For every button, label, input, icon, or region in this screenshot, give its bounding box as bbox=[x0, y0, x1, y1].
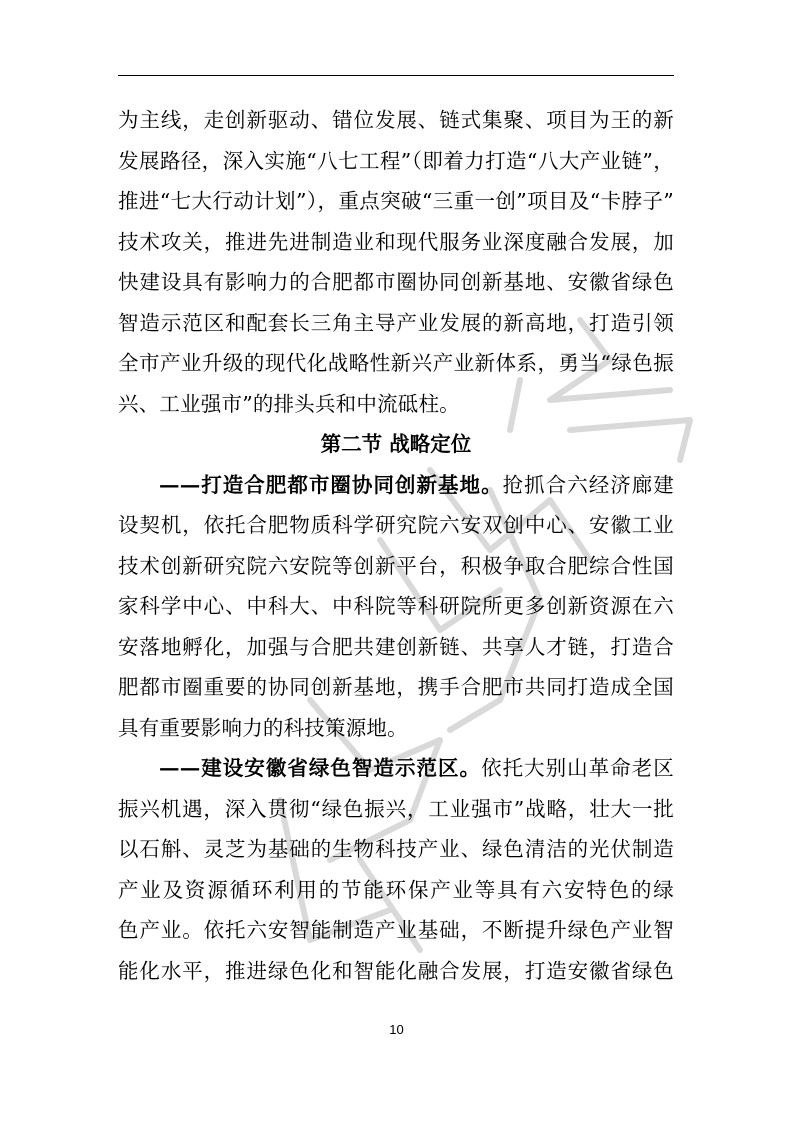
paragraph-1-line: 兴、工业强市”的排头兵和中流砥柱。 bbox=[118, 391, 460, 416]
paragraph-2-line: 安落地孵化，加强与合肥共建创新链、共享人才链，打造合 bbox=[118, 634, 674, 659]
paragraph-1-line: 快建设具有影响力的合肥都市圈协同创新基地、安徽省绿色 bbox=[118, 270, 674, 294]
paragraph-3-first-rest: 依托大别山革命老区 bbox=[481, 756, 674, 780]
page-number: 10 bbox=[389, 1022, 404, 1037]
paragraph-3-line: 振兴机遇，深入贯彻“绿色振兴，工业强市”战略，壮大一批 bbox=[118, 796, 674, 821]
paragraph-3-lead: ——建设安徽省绿色智造示范区。 bbox=[159, 756, 482, 780]
paragraph-3-line: 产业及资源循环利用的节能环保产业等具有六安特色的绿 bbox=[118, 877, 674, 902]
paragraph-3-line: 能化水平，推进绿色化和智能化融合发展，打造安徽省绿色 bbox=[118, 958, 674, 983]
paragraph-2-line: 肥都市圈重要的协同创新基地，携手合肥市共同打造成全国 bbox=[118, 675, 674, 699]
paragraph-2-line: 具有重要影响力的科技策源地。 bbox=[118, 715, 408, 740]
paragraph-1-line: 技术攻关，推进先进制造业和现代服务业深度融合发展，加 bbox=[118, 229, 674, 254]
paragraph-2-first-rest: 抢抓合六经济廊建 bbox=[502, 472, 674, 497]
paragraph-2-lead: ——打造合肥都市圈协同创新基地。 bbox=[159, 472, 503, 497]
paragraph-3-line: 色产业。依托六安智能制造产业基础，不断提升绿色产业智 bbox=[118, 918, 674, 942]
paragraph-1-line: 发展路径，深入实施“八七工程”（即着力打造“八大产业链”， bbox=[118, 148, 674, 173]
paragraph-3-line: 以石斛、灵芝为基础的生物科技产业、绿色清洁的光伏制造 bbox=[118, 837, 674, 861]
paragraph-1-line: 为主线，走创新驱动、错位发展、链式集聚、项目为王的新 bbox=[118, 108, 674, 132]
header-rule bbox=[118, 75, 674, 76]
paragraph-2-first-line bbox=[118, 465, 674, 506]
paragraph-2-line: 技术创新研究院六安院等创新平台，积极争取合肥综合性国 bbox=[118, 553, 674, 578]
paragraph-3-first-line bbox=[118, 748, 674, 789]
paragraph-1-line: 智造示范区和配套长三角主导产业发展的新高地，打造引领 bbox=[118, 310, 674, 335]
paragraph-1-line: 全市产业升级的现代化战略性新兴产业新体系，勇当“绿色振 bbox=[118, 351, 674, 375]
paragraph-2-line: 家科学中心、中科大、中科院等科研院所更多创新资源在六 bbox=[118, 594, 674, 618]
paragraph-2-line: 设契机，依托合肥物质科学研究院六安双创中心、安徽工业 bbox=[118, 513, 674, 537]
section-title: 第二节 战略定位 bbox=[320, 432, 472, 456]
document-body bbox=[118, 100, 674, 991]
paragraph-1-line: 推进“七大行动计划”），重点突破“三重一创”项目及“卡脖子” bbox=[118, 189, 674, 213]
